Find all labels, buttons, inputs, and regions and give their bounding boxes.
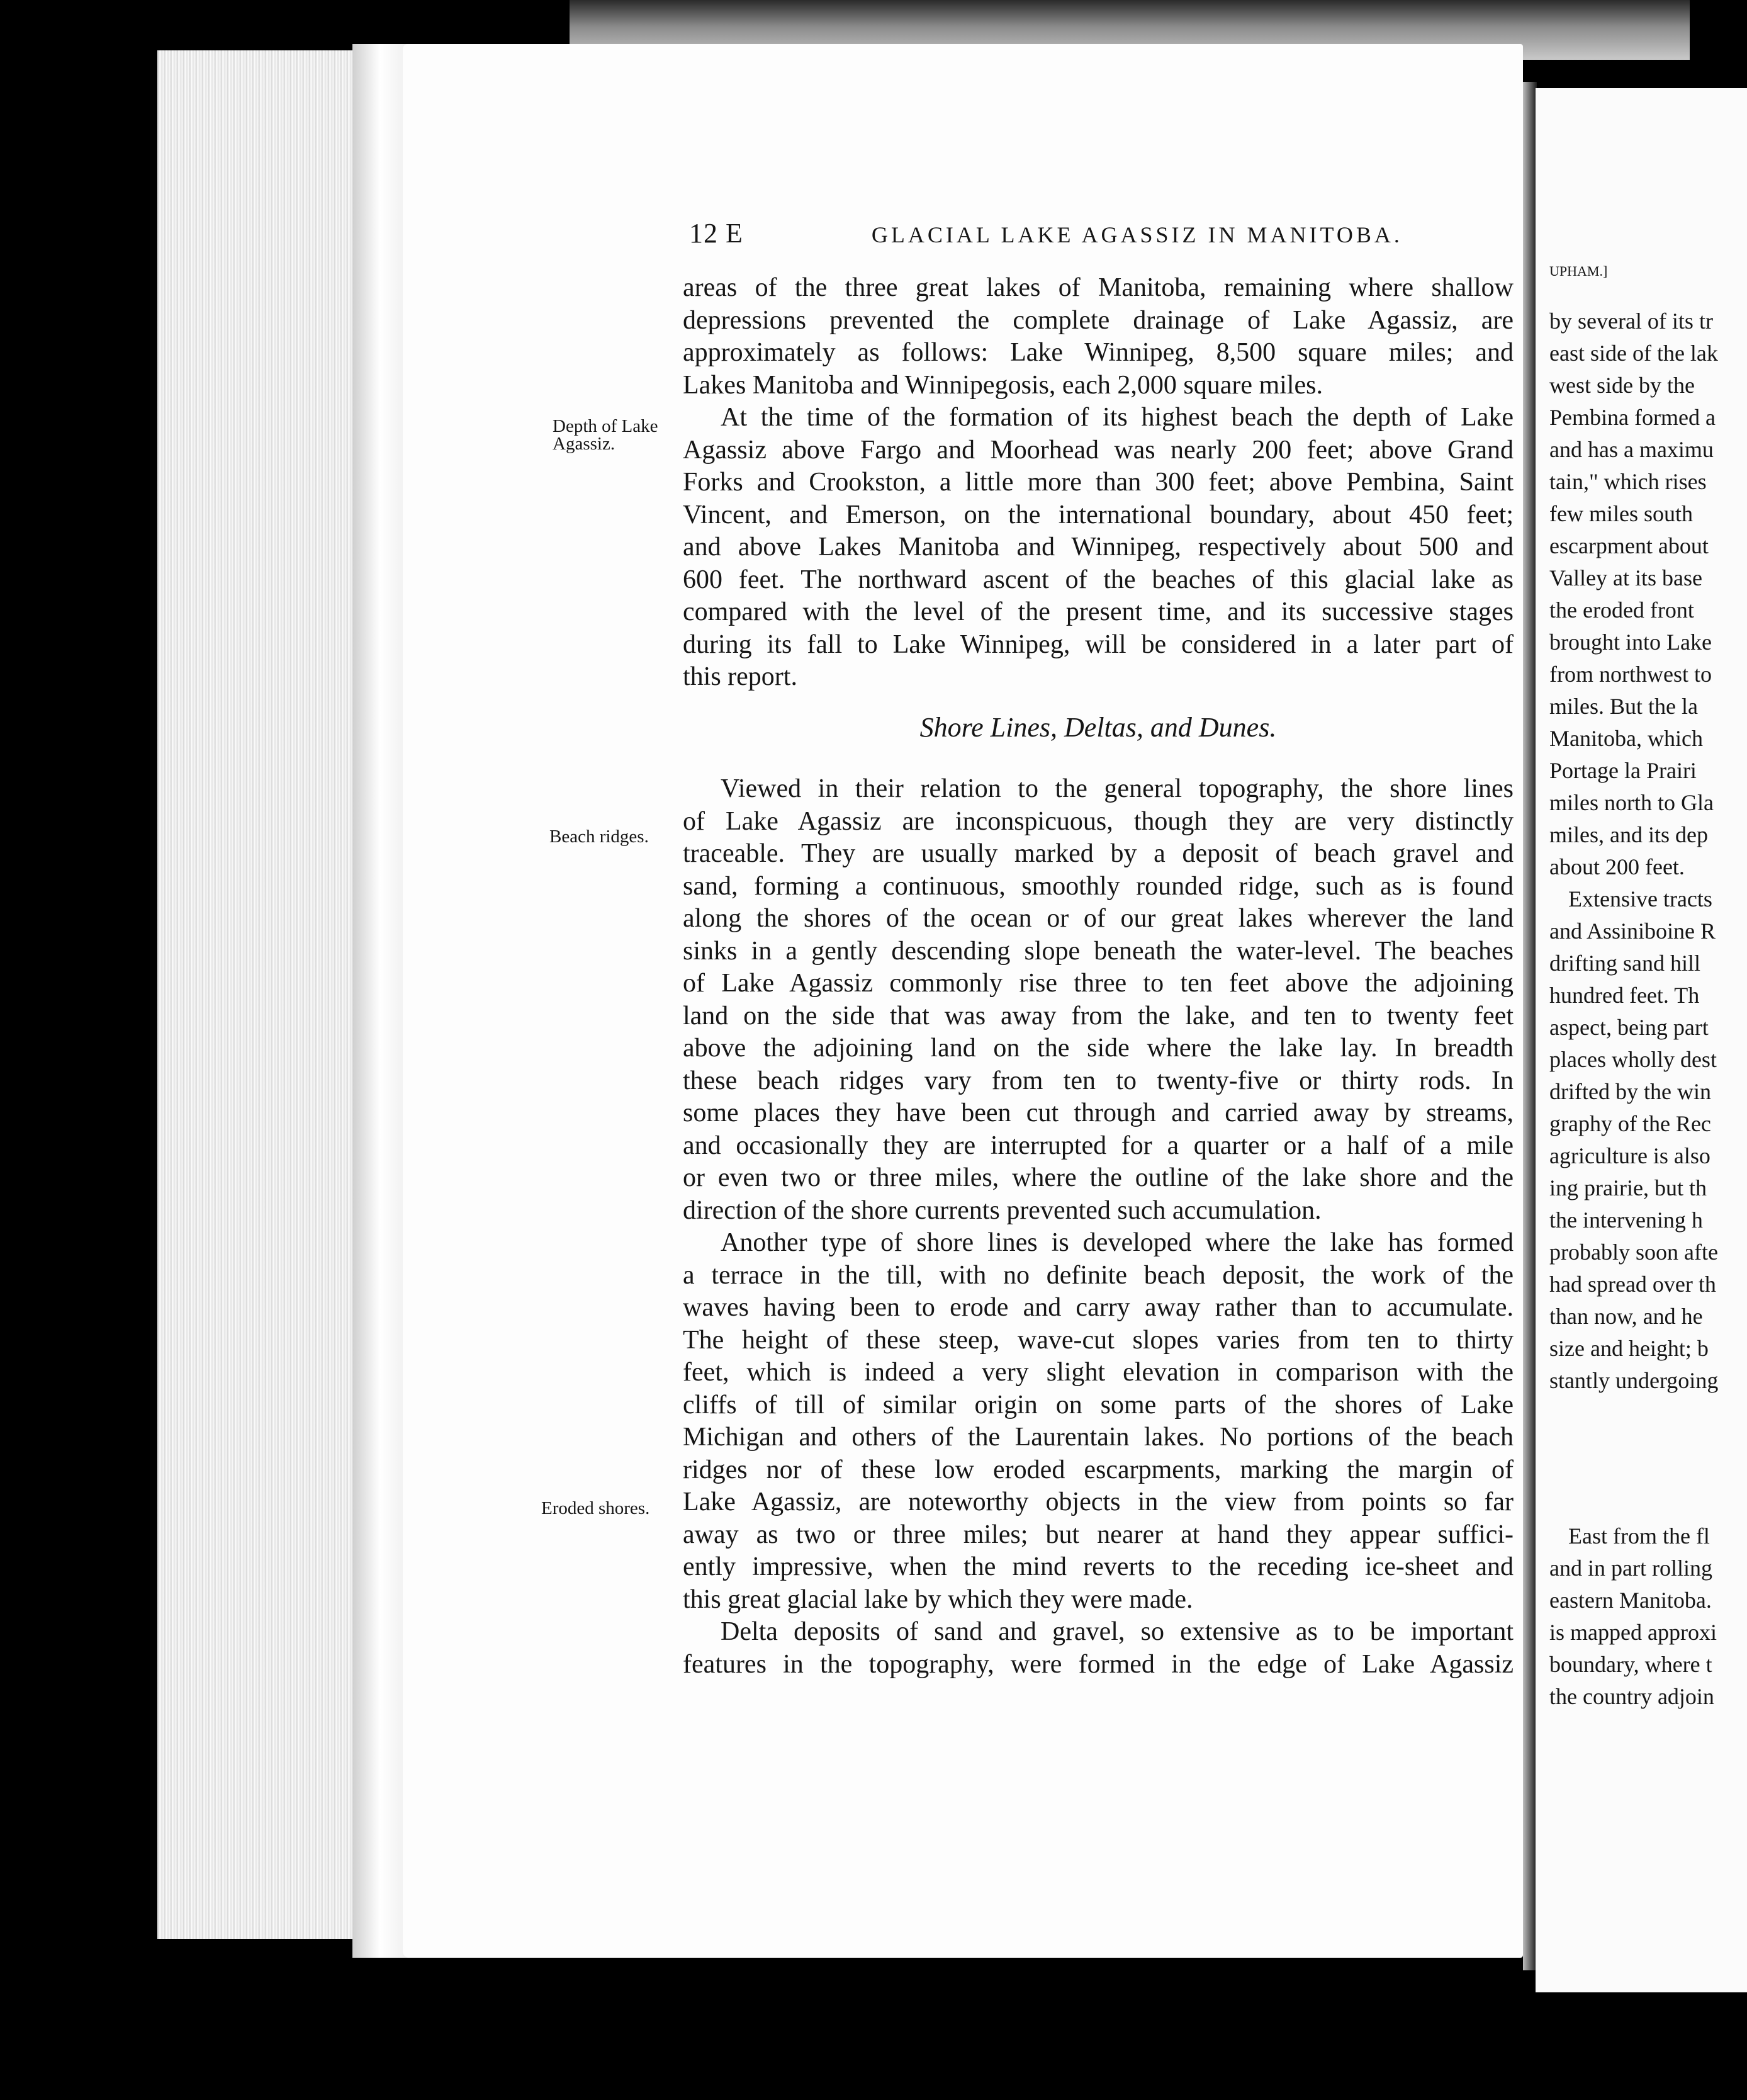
line: or even two or three miles, where the outline of the lake shore and the [683, 1163, 1514, 1192]
line: east side of the lak [1549, 341, 1718, 366]
line: eastern Manitoba. [1549, 1588, 1712, 1613]
line: of Lake Agassiz are inconspicuous, though they are very distinctly [683, 806, 1514, 836]
right-page-text-top [1549, 305, 1718, 1397]
line: areas of the three great lakes of Manitoba, remaining where shallow [683, 273, 1514, 302]
line: drifted by the win [1549, 1079, 1711, 1104]
line: Manitoba, which [1549, 726, 1703, 751]
line: graphy of the Rec [1549, 1111, 1711, 1136]
line: of Lake Agassiz commonly rise three to ten feet above the adjoining [683, 969, 1514, 998]
section-heading: Shore Lines, Deltas, and Dunes. [919, 712, 1277, 743]
line: miles. But the la [1549, 694, 1698, 719]
sidenote-eroded-shores: Eroded shores. [541, 1498, 650, 1518]
line: ridges nor of these low eroded escarpments, marking the margin of [683, 1455, 1514, 1484]
line: hundred feet. Th [1549, 983, 1700, 1008]
line: had spread over th [1549, 1272, 1716, 1297]
line: Another type of shore lines is developed where the lake has formed [721, 1228, 1514, 1257]
line: sand, forming a continuous, smoothly rounded ridge, such as is found [683, 871, 1514, 901]
line: Lake Agassiz, are noteworthy objects in the view from points so far [683, 1488, 1514, 1516]
line: west side by the [1549, 373, 1695, 398]
line: compared with the level of the present time, and its successive stages [683, 597, 1514, 626]
line: about 200 feet. [1549, 854, 1685, 879]
line: brought into Lake [1549, 629, 1712, 655]
line: the country adjoin [1549, 1684, 1714, 1709]
line: Extensive tracts [1568, 886, 1712, 912]
line: some places they have been cut through and carried away by streams, [683, 1098, 1514, 1127]
line: these beach ridges vary from ten to twenty-five or thirty rods. In [683, 1066, 1514, 1095]
line: than now, and he [1549, 1304, 1703, 1329]
line: tain," which rises [1549, 469, 1707, 494]
running-title: GLACIAL LAKE AGASSIZ IN MANITOBA. [871, 222, 1403, 247]
line: Pembina formed a [1549, 405, 1716, 430]
line: Michigan and others of the Laurentain lakes. No portions of the beach [683, 1423, 1514, 1452]
line: the eroded front [1549, 597, 1694, 623]
line: and above Lakes Manitoba and Winnipeg, respectively about 500 and [683, 533, 1514, 562]
line: probably soon afte [1549, 1239, 1718, 1265]
line: places wholly dest [1549, 1047, 1717, 1072]
right-page-text-bottom [1549, 1520, 1717, 1713]
line: drifting sand hill [1549, 951, 1700, 976]
line: Forks and Crookston, a little more than 300 feet; above Pembina, Saint [683, 468, 1514, 497]
line: ing prairie, but th [1549, 1175, 1707, 1200]
line: Lakes Manitoba and Winnipegosis, each 2,000 square miles. [683, 370, 1323, 400]
line: traceable. They are usually marked by a deposit of beach gravel and [683, 839, 1514, 868]
page-number: 12 E [689, 218, 743, 249]
line: sinks in a gently descending slope beneath the water-level. The beaches [683, 936, 1514, 966]
line: At the time of the formation of its highest beach the depth of Lake [721, 403, 1514, 432]
line: along the shores of the ocean or of our great lakes wherever the land [683, 904, 1514, 933]
line: miles north to Gla [1549, 790, 1714, 815]
line: East from the fl [1568, 1523, 1710, 1549]
line: the intervening h [1549, 1207, 1703, 1233]
line: size and height; b [1549, 1336, 1709, 1361]
line: away as two or three miles; but nearer at hand they appear suffici- [683, 1520, 1514, 1549]
line: The height of these steep, wave-cut slopes varies from ten to thirty [683, 1325, 1514, 1355]
line: few miles south [1549, 501, 1693, 526]
line: Delta deposits of sand and gravel, so extensive as to be important [721, 1617, 1514, 1646]
line: Agassiz above Fargo and Moorhead was nearly 200 feet; above Grand [683, 435, 1514, 465]
line: this report. [683, 662, 797, 691]
line: Viewed in their relation to the general topography, the shore lines [721, 774, 1514, 803]
sidenote-depth-line-2: Agassiz. [553, 434, 615, 454]
line: aspect, being part [1549, 1015, 1709, 1040]
line: from northwest to [1549, 662, 1712, 687]
line: 600 feet. The northward ascent of the beaches of this glacial lake as [683, 565, 1514, 594]
line: feet, which is indeed a very slight elevation in comparison with the [683, 1358, 1514, 1387]
line: ently impressive, when the mind reverts to the receding ice-sheet and [683, 1552, 1514, 1581]
line: boundary, where t [1549, 1652, 1712, 1677]
running-head [689, 217, 1403, 249]
line: direction of the shore currents prevented such accumulation. [683, 1195, 1322, 1225]
line: above the adjoining land on the side where the lake lay. In breadth [683, 1034, 1514, 1063]
line: and in part rolling [1549, 1555, 1712, 1581]
line: Portage la Prairi [1549, 758, 1697, 783]
line: depressions prevented the complete drainage of Lake Agassiz, are [683, 305, 1514, 335]
line: by several of its tr [1549, 308, 1713, 334]
line: this great glacial lake by which they were made. [683, 1584, 1193, 1614]
line: waves having been to erode and carry away rather than to accumulate. [683, 1293, 1514, 1322]
paragraph-block-2 [683, 773, 1514, 1681]
line: stantly undergoing [1549, 1368, 1719, 1393]
right-page [1536, 88, 1747, 1992]
line: is mapped approxi [1549, 1620, 1717, 1645]
line: escarpment about [1549, 533, 1709, 558]
line: and Assiniboine R [1549, 918, 1716, 944]
line: a terrace in the till, with no definite beach deposit, the work of the [683, 1260, 1514, 1290]
line: Valley at its base [1549, 565, 1702, 590]
right-page-header: UPHAM.] [1549, 263, 1608, 279]
line: Vincent, and Emerson, on the international boundary, about 450 feet; [683, 500, 1514, 529]
line: agriculture is also [1549, 1143, 1710, 1168]
paragraph-block-1 [683, 272, 1514, 694]
line: features in the topography, were formed in the edge of Lake Agassiz [683, 1649, 1514, 1679]
line: approximately as follows: Lake Winnipeg, 8,500 square miles; and [683, 338, 1514, 367]
book-gutter [1523, 82, 1537, 1970]
line: miles, and its dep [1549, 822, 1708, 847]
line: and has a maximu [1549, 437, 1714, 462]
sidenote-depth [553, 417, 658, 453]
sidenote-depth-line-1: Depth of Lake [553, 416, 658, 436]
line: during its fall to Lake Winnipeg, will be considered in a later part of [683, 629, 1514, 659]
sidenote-beach-ridges: Beach ridges. [549, 827, 649, 847]
line: land on the side that was away from the lake, and ten to twenty feet [683, 1001, 1514, 1030]
line: and occasionally they are interrupted for a quarter or a half of a mile [683, 1131, 1514, 1160]
line: cliffs of till of similar origin on some parts of the shores of Lake [683, 1390, 1514, 1420]
